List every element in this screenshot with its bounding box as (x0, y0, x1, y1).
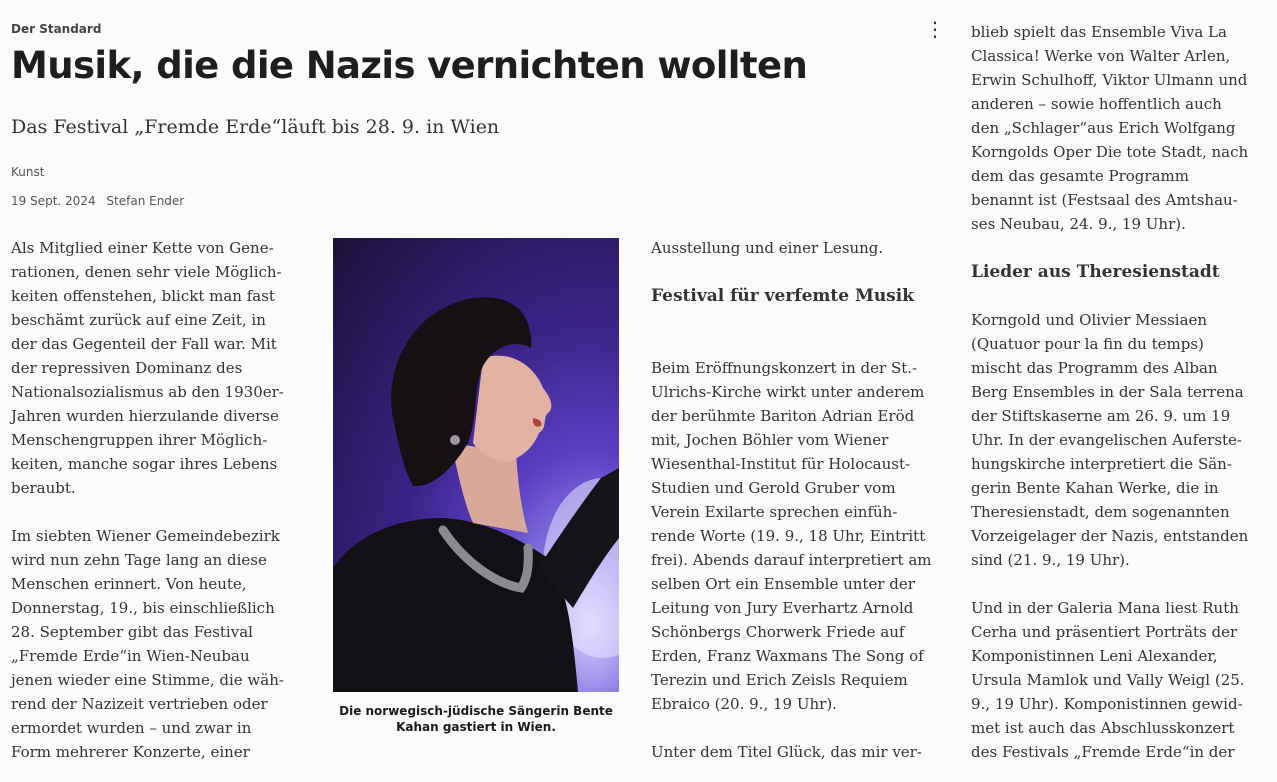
text-line: dem das gesamte Programm (971, 167, 1189, 185)
text-line: Korngolds Oper Die tote Stadt, nach (971, 143, 1249, 161)
caption-line: Kahan gastiert in Wien. (396, 720, 556, 734)
text-line: hungskirche interpretiert die Sän- (971, 455, 1232, 473)
paragraph (971, 596, 1271, 764)
text-line: 28. September gibt das Festival (11, 623, 253, 641)
more-options-button[interactable] (926, 18, 944, 40)
text-line: Menschengruppen ihrer Möglich- (11, 431, 268, 449)
text-line: benannt ist (Festsaal des Amtshau- (971, 191, 1238, 209)
paragraph (651, 356, 951, 716)
text-line: Donnerstag, 19., bis einschließlich (11, 599, 275, 617)
text-line: sind (21. 9., 19 Uhr). (971, 551, 1130, 569)
text-line: Ebraico (20. 9., 19 Uhr). (651, 695, 837, 713)
text-line: der Stiftskaserne am 26. 9. um 19 (971, 407, 1231, 425)
text-line: Jahren wurden hierzulande diverse (11, 407, 279, 425)
text-line: Studien und Gerold Gruber vom (651, 479, 896, 497)
text-line: ermordet wurden – und zwar in (11, 719, 252, 737)
text-line: Erden, Franz Waxmans The Song of (651, 647, 924, 665)
text-line: des Festivals „Fremde Erde“in der (971, 743, 1235, 761)
text-column-1 (11, 236, 311, 764)
text-line: mit, Jochen Böhler vom Wiener (651, 431, 889, 449)
text-line: Komponistinnen Leni Alexander, (971, 647, 1218, 665)
text-line: den „Schlager“aus Erich Wolfgang (971, 119, 1236, 137)
text-line: anderen – sowie hoffentlich auch (971, 95, 1222, 113)
text-line: Theresienstadt, dem sogenannten (971, 503, 1230, 521)
text-line: Ursula Mamlok und Vally Weigl (25. (971, 671, 1245, 689)
text-line: Ausstellung und einer Lesung. (651, 239, 884, 257)
text-line: Leitung von Jury Everhartz Arnold (651, 599, 914, 617)
publish-date: 19 Sept. 2024 (11, 194, 96, 208)
paragraph (651, 740, 951, 764)
text-line: frei). Abends darauf interpretiert am (651, 551, 932, 569)
text-line: (Quatuor pour la fin du temps) (971, 335, 1204, 353)
article-meta (11, 194, 184, 208)
photo-caption (333, 703, 619, 735)
text-line: beschämt zurück auf eine Zeit, in (11, 311, 266, 329)
text-line: selben Ort ein Ensemble unter der (651, 575, 915, 593)
text-line: Verein Exilarte sprechen einfüh- (651, 503, 898, 521)
caption-line: Die norwegisch-jüdische Sängerin Bente (339, 704, 613, 718)
source-name: Der Standard (11, 22, 102, 36)
text-line: Schönbergs Chorwerk Friede auf (651, 623, 905, 641)
text-line: jenen wieder eine Stimme, die wäh- (11, 671, 284, 689)
text-line: Form mehrerer Konzerte, einer (11, 743, 250, 761)
author-name[interactable]: Stefan Ender (106, 194, 185, 208)
text-line: wird nun zehn Tage lang an diese (11, 551, 267, 569)
text-line: rationen, denen sehr viele Möglich- (11, 263, 282, 281)
text-line: Classica! Werke von Walter Arlen, (971, 47, 1231, 65)
paragraph (651, 236, 951, 260)
section-tag[interactable]: Kunst (11, 165, 45, 179)
text-line: Erwin Schulhoff, Viktor Ulmann und (971, 71, 1248, 89)
section-heading: Lieder aus Theresienstadt (971, 262, 1220, 282)
text-line: Ulrichs-Kirche wirkt unter anderem (651, 383, 925, 401)
text-line: Beim Eröffnungskonzert in der St.- (651, 359, 918, 377)
text-line: der repressiven Dominanz des (11, 359, 243, 377)
article-photo[interactable] (333, 238, 619, 692)
paragraph (971, 308, 1271, 572)
text-line: Berg Ensembles in der Sala terrena (971, 383, 1244, 401)
singer-photo-illustration (333, 238, 619, 692)
text-line: rend der Nazizeit vertrieben oder (11, 695, 268, 713)
text-line: keiten, manche sogar ihres Lebens (11, 455, 278, 473)
text-line: rende Worte (19. 9., 18 Uhr, Eintritt (651, 527, 926, 545)
text-line: beraubt. (11, 479, 76, 497)
text-line: mischt das Programm des Alban (971, 359, 1218, 377)
text-line: Cerha und präsentiert Porträts der (971, 623, 1238, 641)
text-line: met ist auch das Abschlusskonzert (971, 719, 1235, 737)
text-line: Menschen erinnert. Von heute, (11, 575, 247, 593)
text-line: Terezin und Erich Zeisls Requiem (651, 671, 908, 689)
subtitle: Das Festival „Fremde Erde“läuft bis 28. 9. in Wien (11, 116, 500, 138)
paragraph (11, 524, 311, 764)
text-line: Unter dem Titel Glück, das mir ver- (651, 743, 922, 761)
text-line: gerin Bente Kahan Werke, die in (971, 479, 1219, 497)
text-line: Als Mitglied einer Kette von Gene- (11, 239, 274, 257)
text-line: Wiesenthal-Institut für Holocaust- (651, 455, 911, 473)
text-line: Nationalsozialismus ab den 1930er- (11, 383, 284, 401)
text-line: 9., 19 Uhr). Komponistinnen gewid- (971, 695, 1243, 713)
more-vertical-icon: ⋮ (925, 17, 945, 41)
text-line: Korngold und Olivier Messiaen (971, 311, 1208, 329)
section-heading: Festival für verfemte Musik (651, 286, 914, 306)
paragraph (11, 236, 311, 500)
text-line: ses Neubau, 24. 9., 19 Uhr). (971, 215, 1186, 233)
text-column-4 (971, 20, 1271, 764)
text-line: der das Gegenteil der Fall war. Mit (11, 335, 277, 353)
text-line: der berühmte Bariton Adrian Eröd (651, 407, 915, 425)
text-line: Und in der Galeria Mana liest Ruth (971, 599, 1239, 617)
text-line: „Fremde Erde“in Wien-Neubau (11, 647, 250, 665)
headline: Musik, die die Nazis vernichten wollten (11, 44, 808, 87)
text-column-3 (651, 236, 951, 764)
text-line: Uhr. In der evangelischen Auferste- (971, 431, 1242, 449)
text-line: blieb spielt das Ensemble Viva La (971, 23, 1227, 41)
text-line: keiten offenstehen, blickt man fast (11, 287, 275, 305)
text-line: Im siebten Wiener Gemeindebezirk (11, 527, 280, 545)
paragraph (971, 20, 1271, 236)
text-line: Vorzeigelager der Nazis, entstanden (971, 527, 1249, 545)
